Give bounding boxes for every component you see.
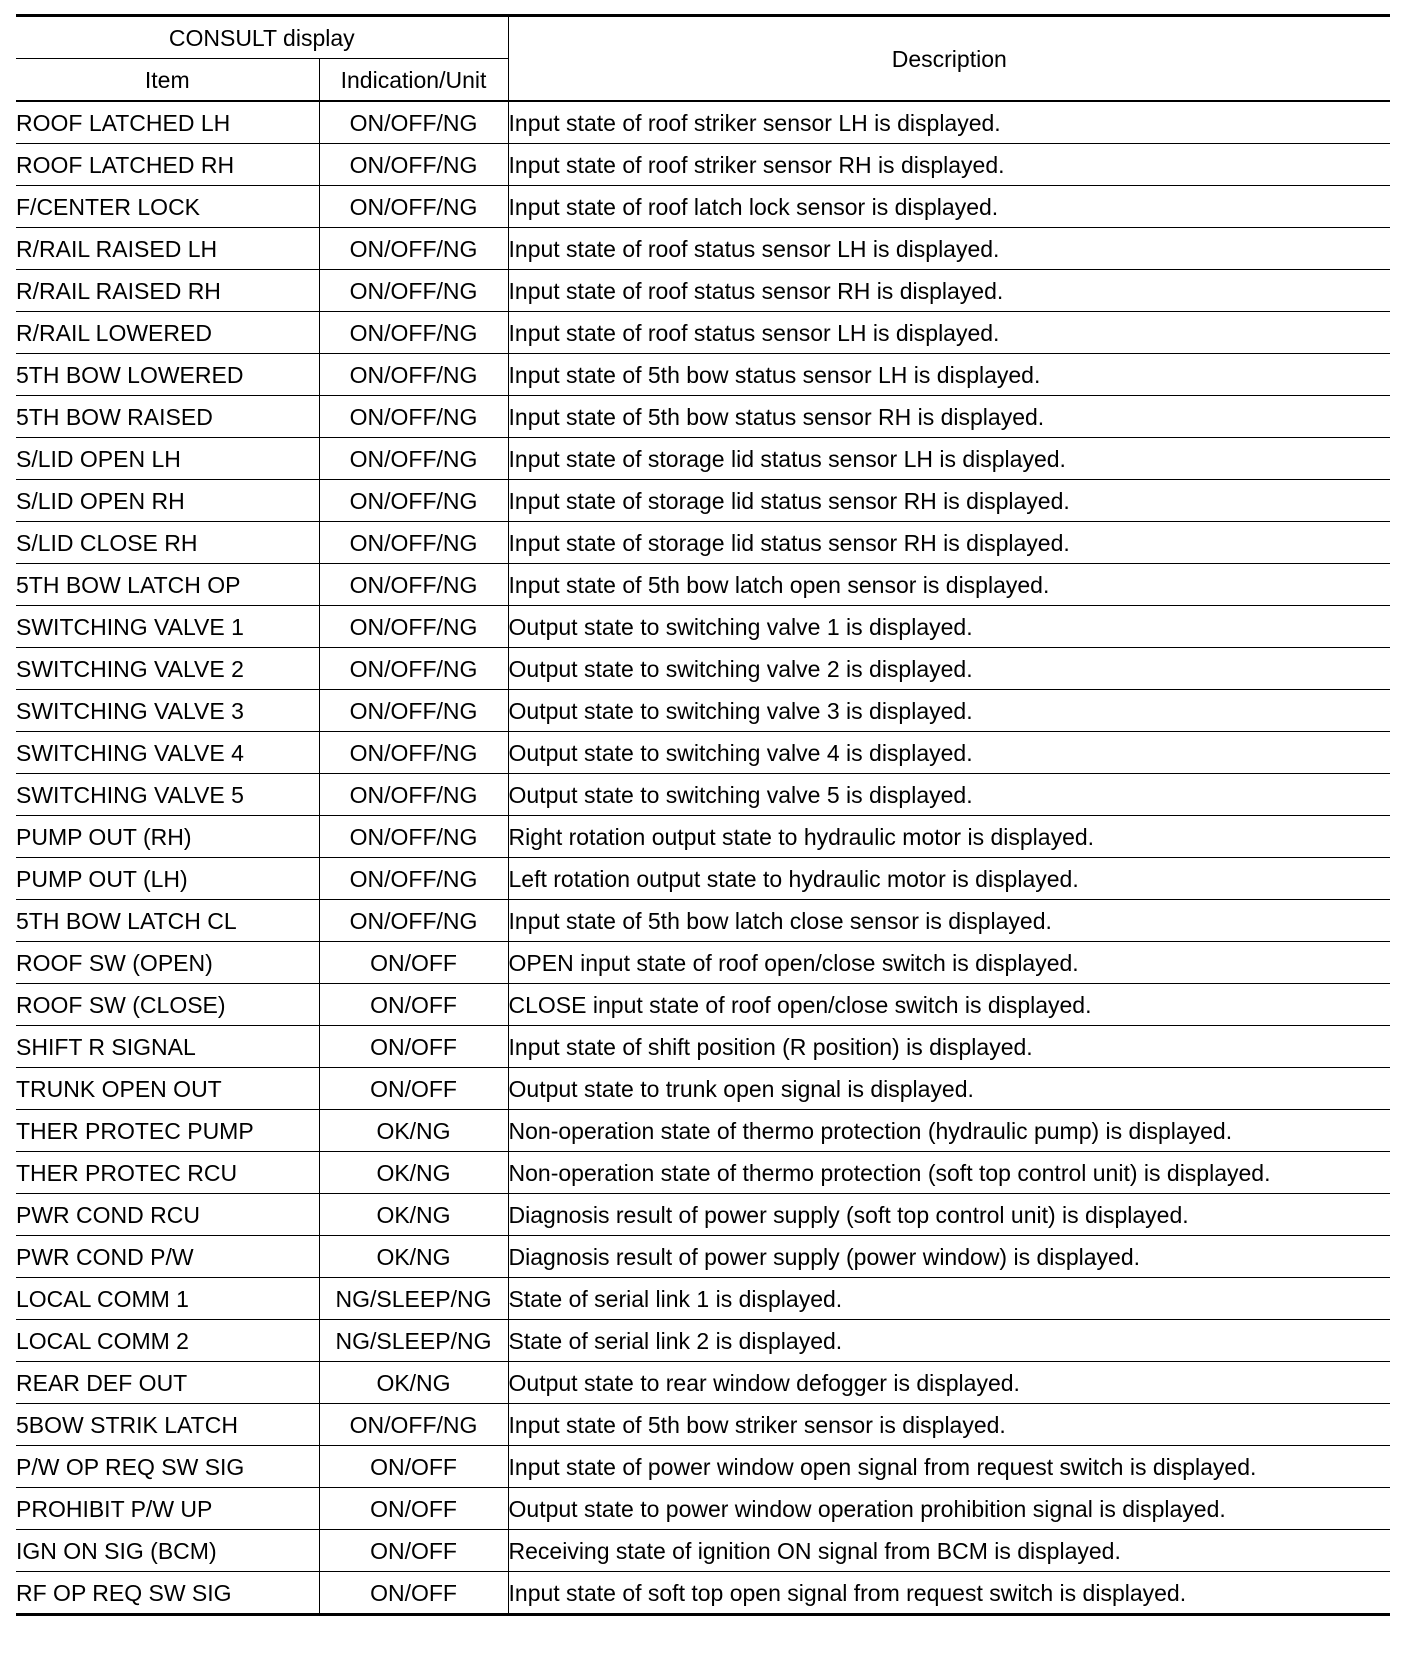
item-cell: THER PROTEC PUMP [16,1110,319,1152]
description-cell: Input state of 5th bow striker sensor is displayed. [508,1404,1390,1446]
table-body [16,101,1390,1615]
description-cell: Input state of shift position (R position) is displayed. [508,1026,1390,1068]
indication-cell: ON/OFF/NG [319,144,508,186]
description-cell: Diagnosis result of power supply (power window) is displayed. [508,1236,1390,1278]
description-cell: Input state of power window open signal from request switch is displayed. [508,1446,1390,1488]
item-cell: ROOF SW (CLOSE) [16,984,319,1026]
table-row [16,1530,1390,1572]
item-cell: RF OP REQ SW SIG [16,1572,319,1615]
table-row [16,354,1390,396]
indication-cell: NG/SLEEP/NG [319,1278,508,1320]
table-row [16,438,1390,480]
indication-cell: NG/SLEEP/NG [319,1320,508,1362]
description-cell: Input state of storage lid status sensor RH is displayed. [508,480,1390,522]
indication-cell: ON/OFF/NG [319,1404,508,1446]
indication-cell: ON/OFF/NG [319,774,508,816]
indication-cell: OK/NG [319,1362,508,1404]
description-cell: State of serial link 1 is displayed. [508,1278,1390,1320]
indication-cell: OK/NG [319,1152,508,1194]
header-item: Item [16,59,319,102]
item-cell: S/LID OPEN LH [16,438,319,480]
indication-cell: ON/OFF [319,984,508,1026]
table-row [16,858,1390,900]
description-cell: Output state to power window operation prohibition signal is displayed. [508,1488,1390,1530]
table-row [16,1026,1390,1068]
item-cell: ROOF SW (OPEN) [16,942,319,984]
table-row [16,396,1390,438]
item-cell: S/LID CLOSE RH [16,522,319,564]
indication-cell: ON/OFF/NG [319,648,508,690]
table-row [16,816,1390,858]
indication-cell: ON/OFF/NG [319,816,508,858]
table-row [16,774,1390,816]
header-indication-unit: Indication/Unit [319,59,508,102]
indication-cell: ON/OFF/NG [319,186,508,228]
item-cell: P/W OP REQ SW SIG [16,1446,319,1488]
item-cell: SWITCHING VALVE 2 [16,648,319,690]
item-cell: PWR COND RCU [16,1194,319,1236]
description-cell: Output state to switching valve 1 is displayed. [508,606,1390,648]
description-cell: OPEN input state of roof open/close switch is displayed. [508,942,1390,984]
item-cell: R/RAIL LOWERED [16,312,319,354]
description-cell: CLOSE input state of roof open/close switch is displayed. [508,984,1390,1026]
description-cell: Output state to switching valve 3 is displayed. [508,690,1390,732]
item-cell: S/LID OPEN RH [16,480,319,522]
indication-cell: ON/OFF/NG [319,354,508,396]
description-cell: Output state to switching valve 2 is displayed. [508,648,1390,690]
item-cell: 5TH BOW LOWERED [16,354,319,396]
header-description: Description [508,16,1390,102]
table-row [16,900,1390,942]
table-row [16,1068,1390,1110]
table-row [16,186,1390,228]
description-cell: Left rotation output state to hydraulic motor is displayed. [508,858,1390,900]
indication-cell: ON/OFF/NG [319,312,508,354]
indication-cell: ON/OFF [319,1572,508,1615]
table-row [16,144,1390,186]
description-cell: Input state of roof status sensor LH is displayed. [508,312,1390,354]
item-cell: SHIFT R SIGNAL [16,1026,319,1068]
item-cell: R/RAIL RAISED LH [16,228,319,270]
item-cell: ROOF LATCHED LH [16,101,319,144]
item-cell: TRUNK OPEN OUT [16,1068,319,1110]
consult-display-table [16,14,1390,1616]
table-row [16,1152,1390,1194]
table-row [16,101,1390,144]
item-cell: REAR DEF OUT [16,1362,319,1404]
item-cell: PROHIBIT P/W UP [16,1488,319,1530]
description-cell: Non-operation state of thermo protection (soft top control unit) is displayed. [508,1152,1390,1194]
indication-cell: ON/OFF/NG [319,480,508,522]
table-row [16,564,1390,606]
header-row-1 [16,16,1390,59]
item-cell: F/CENTER LOCK [16,186,319,228]
item-cell: PWR COND P/W [16,1236,319,1278]
table-row [16,228,1390,270]
table-row [16,1194,1390,1236]
indication-cell: ON/OFF/NG [319,690,508,732]
table-row [16,270,1390,312]
table-row [16,1572,1390,1615]
indication-cell: ON/OFF/NG [319,228,508,270]
indication-cell: ON/OFF/NG [319,438,508,480]
table-row [16,984,1390,1026]
indication-cell: ON/OFF [319,1530,508,1572]
description-cell: Input state of 5th bow status sensor RH is displayed. [508,396,1390,438]
item-cell: PUMP OUT (LH) [16,858,319,900]
table-row [16,522,1390,564]
description-cell: Input state of soft top open signal from request switch is displayed. [508,1572,1390,1615]
table-row [16,606,1390,648]
description-cell: Input state of 5th bow status sensor LH is displayed. [508,354,1390,396]
item-cell: THER PROTEC RCU [16,1152,319,1194]
table-row [16,1236,1390,1278]
description-cell: Input state of roof striker sensor RH is displayed. [508,144,1390,186]
table-row [16,1362,1390,1404]
table-row [16,1446,1390,1488]
item-cell: SWITCHING VALVE 5 [16,774,319,816]
item-cell: 5TH BOW LATCH CL [16,900,319,942]
indication-cell: ON/OFF/NG [319,606,508,648]
table-row [16,690,1390,732]
description-cell: Output state to switching valve 5 is displayed. [508,774,1390,816]
table-row [16,1320,1390,1362]
indication-cell: ON/OFF/NG [319,858,508,900]
indication-cell: ON/OFF/NG [319,270,508,312]
indication-cell: ON/OFF/NG [319,900,508,942]
item-cell: R/RAIL RAISED RH [16,270,319,312]
indication-cell: OK/NG [319,1194,508,1236]
item-cell: 5BOW STRIK LATCH [16,1404,319,1446]
table-row [16,312,1390,354]
description-cell: Right rotation output state to hydraulic motor is displayed. [508,816,1390,858]
description-cell: Input state of roof latch lock sensor is displayed. [508,186,1390,228]
table-row [16,1110,1390,1152]
indication-cell: ON/OFF [319,1026,508,1068]
description-cell: Input state of storage lid status sensor LH is displayed. [508,438,1390,480]
indication-cell: ON/OFF/NG [319,522,508,564]
indication-cell: ON/OFF [319,1068,508,1110]
description-cell: Input state of roof status sensor LH is displayed. [508,228,1390,270]
item-cell: SWITCHING VALVE 4 [16,732,319,774]
description-cell: Input state of 5th bow latch open sensor is displayed. [508,564,1390,606]
table-row [16,648,1390,690]
indication-cell: ON/OFF [319,942,508,984]
description-cell: Non-operation state of thermo protection (hydraulic pump) is displayed. [508,1110,1390,1152]
description-cell: Diagnosis result of power supply (soft top control unit) is displayed. [508,1194,1390,1236]
table-row [16,942,1390,984]
header-consult-display: CONSULT display [16,16,508,59]
table-row [16,1488,1390,1530]
item-cell: SWITCHING VALVE 1 [16,606,319,648]
description-cell: Input state of roof status sensor RH is displayed. [508,270,1390,312]
indication-cell: ON/OFF [319,1446,508,1488]
table-row [16,1278,1390,1320]
table-row [16,480,1390,522]
indication-cell: ON/OFF/NG [319,101,508,144]
item-cell: IGN ON SIG (BCM) [16,1530,319,1572]
item-cell: SWITCHING VALVE 3 [16,690,319,732]
description-cell: Receiving state of ignition ON signal from BCM is displayed. [508,1530,1390,1572]
table-row [16,1404,1390,1446]
description-cell: Output state to trunk open signal is displayed. [508,1068,1390,1110]
item-cell: 5TH BOW RAISED [16,396,319,438]
description-cell: Output state to rear window defogger is displayed. [508,1362,1390,1404]
indication-cell: ON/OFF/NG [319,396,508,438]
indication-cell: ON/OFF/NG [319,732,508,774]
item-cell: 5TH BOW LATCH OP [16,564,319,606]
item-cell: LOCAL COMM 1 [16,1278,319,1320]
item-cell: ROOF LATCHED RH [16,144,319,186]
description-cell: Output state to switching valve 4 is displayed. [508,732,1390,774]
description-cell: Input state of storage lid status sensor RH is displayed. [508,522,1390,564]
item-cell: PUMP OUT (RH) [16,816,319,858]
table-row [16,732,1390,774]
indication-cell: ON/OFF [319,1488,508,1530]
indication-cell: ON/OFF/NG [319,564,508,606]
description-cell: State of serial link 2 is displayed. [508,1320,1390,1362]
description-cell: Input state of roof striker sensor LH is displayed. [508,101,1390,144]
indication-cell: OK/NG [319,1236,508,1278]
item-cell: LOCAL COMM 2 [16,1320,319,1362]
indication-cell: OK/NG [319,1110,508,1152]
description-cell: Input state of 5th bow latch close sensor is displayed. [508,900,1390,942]
